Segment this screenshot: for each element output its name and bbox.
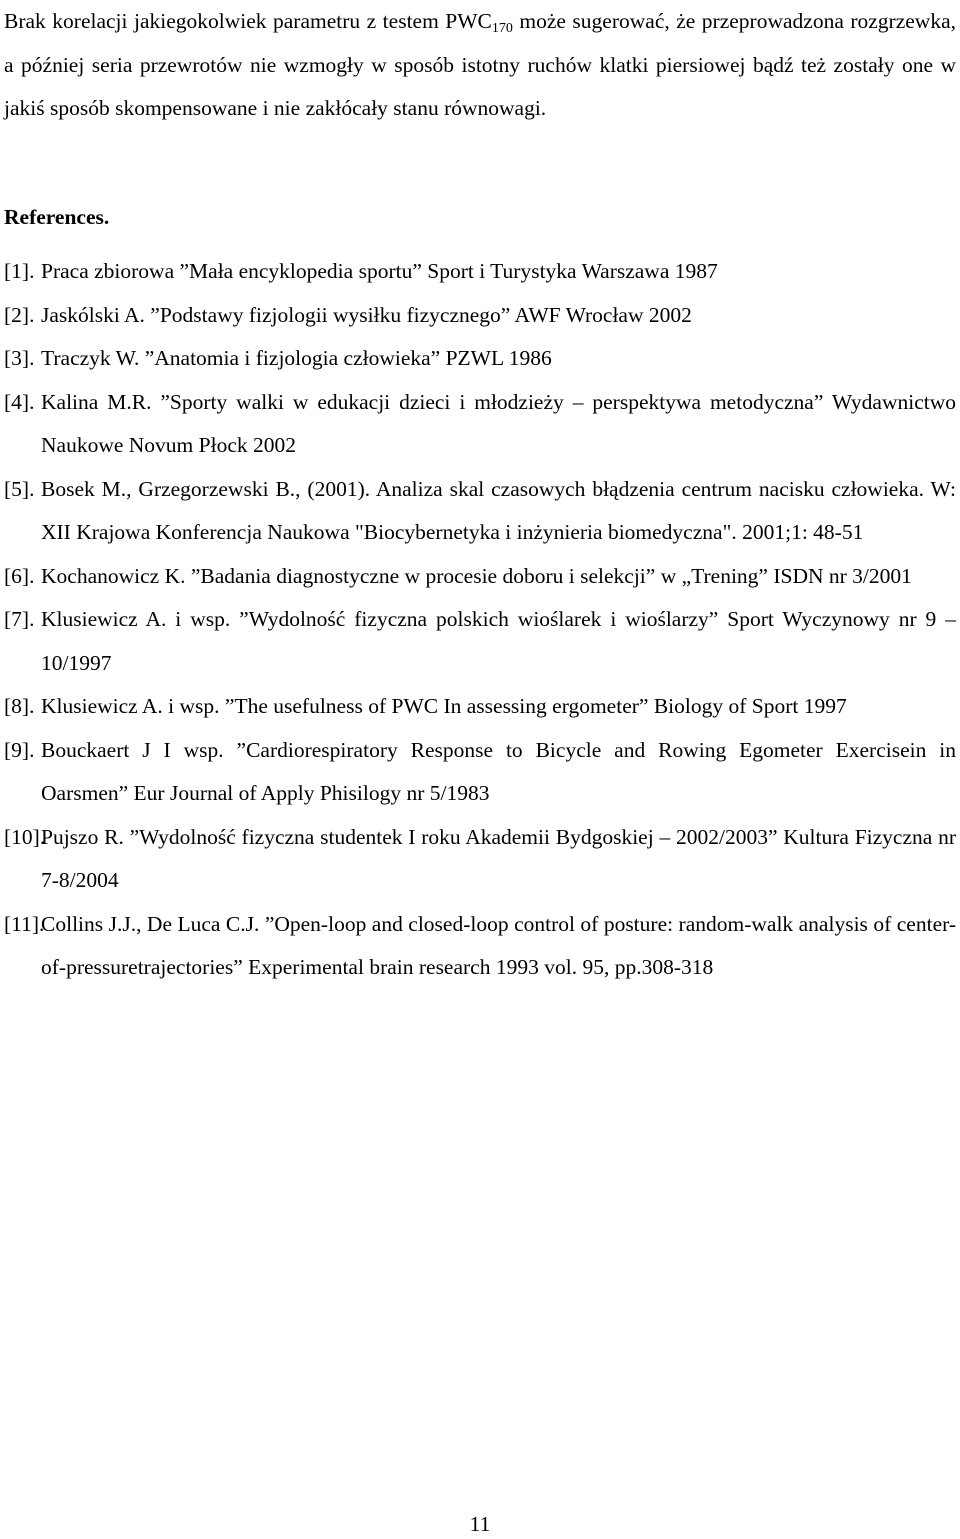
references-heading: References. xyxy=(4,205,110,229)
reference-item xyxy=(4,598,956,685)
intro-text-end: może sugerować, że przeprowadzona rozgrzewka, a później seria przewrotów nie wzmogły w sposób istotny ruchów klatki piersiowej bądź też zostały one w jakiś sposób skompensowane i nie zakłócały stanu równowagi. xyxy=(4,9,956,120)
reference-item xyxy=(4,555,956,599)
reference-number: [9]. xyxy=(4,737,35,762)
reference-item xyxy=(4,685,956,729)
reference-text: Pujszo R. ”Wydolność fizyczna studentek I roku Akademii Bydgoskiej – 2002/2003” Kultura Fizyczna nr 7-8/2004 xyxy=(41,824,956,892)
reference-item xyxy=(4,729,956,816)
reference-text: Collins J.J., De Luca C.J. ”Open-loop and closed-loop control of posture: random-walk analysis of center-of-pressuretrajectories” Experimental brain research 1993 vol. 95, pp.308-318 xyxy=(41,911,956,979)
reference-text: Bosek M., Grzegorzewski B., (2001). Analiza skal czasowych błądzenia centrum nacisku człowieka. W: XII Krajowa Konferencja Naukowa "Biocybernetyka i inżynieria biomedyczna". 2001;1: 48-51 xyxy=(41,476,956,544)
reference-item xyxy=(4,468,956,555)
reference-item xyxy=(4,294,956,338)
intro-subscript: 170 xyxy=(491,21,513,36)
reference-number: [1]. xyxy=(4,259,35,283)
reference-number: [3]. xyxy=(4,346,35,370)
reference-number: [5]. xyxy=(4,476,35,501)
reference-text: Klusiewicz A. i wsp. ”Wydolność fizyczna polskich wioślarek i wioślarzy” Sport Wyczynowy nr 9 – 10/1997 xyxy=(41,607,956,675)
reference-item xyxy=(4,816,956,903)
reference-text: Praca zbiorowa ”Mała encyklopedia sportu” Sport i Turystyka Warszawa 1987 xyxy=(41,259,718,283)
reference-item xyxy=(4,250,956,294)
reference-item xyxy=(4,903,956,990)
reference-item xyxy=(4,337,956,381)
reference-item xyxy=(4,381,956,468)
reference-text: Klusiewicz A. i wsp. ”The usefulness of PWC In assessing ergometer” Biology of Sport 1997 xyxy=(41,694,847,718)
reference-number: [11]. xyxy=(4,911,45,936)
page-number: 11 xyxy=(469,1512,491,1536)
reference-number: [8]. xyxy=(4,694,35,718)
reference-number: [4]. xyxy=(4,389,35,414)
reference-text: Jaskólski A. ”Podstawy fizjologii wysiłku fizycznego” AWF Wrocław 2002 xyxy=(41,302,692,327)
reference-number: [2]. xyxy=(4,302,35,327)
reference-text: Traczyk W. ”Anatomia i fizjologia człowieka” PZWL 1986 xyxy=(41,346,552,370)
reference-text: Bouckaert J I wsp. ”Cardiorespiratory Response to Bicycle and Rowing Egometer Exercisein in Oarsmen” Eur Journal of Apply Phisilogy nr 5/1983 xyxy=(41,737,956,805)
reference-number: [10]. xyxy=(4,824,46,849)
intro-paragraph xyxy=(4,0,956,131)
reference-text: Kochanowicz K. ”Badania diagnostyczne w procesie doboru i selekcji” w „Trening” ISDN nr 3/2001 xyxy=(41,563,912,588)
intro-text-start: Brak korelacji jakiegokolwiek parametru z testem PWC xyxy=(4,9,492,33)
references-list xyxy=(4,250,956,990)
reference-number: [7]. xyxy=(4,607,35,631)
reference-number: [6]. xyxy=(4,563,35,588)
reference-text: Kalina M.R. ”Sporty walki w edukacji dzieci i młodzieży – perspektywa metodyczna” Wydawnictwo Naukowe Novum Płock 2002 xyxy=(41,389,956,457)
